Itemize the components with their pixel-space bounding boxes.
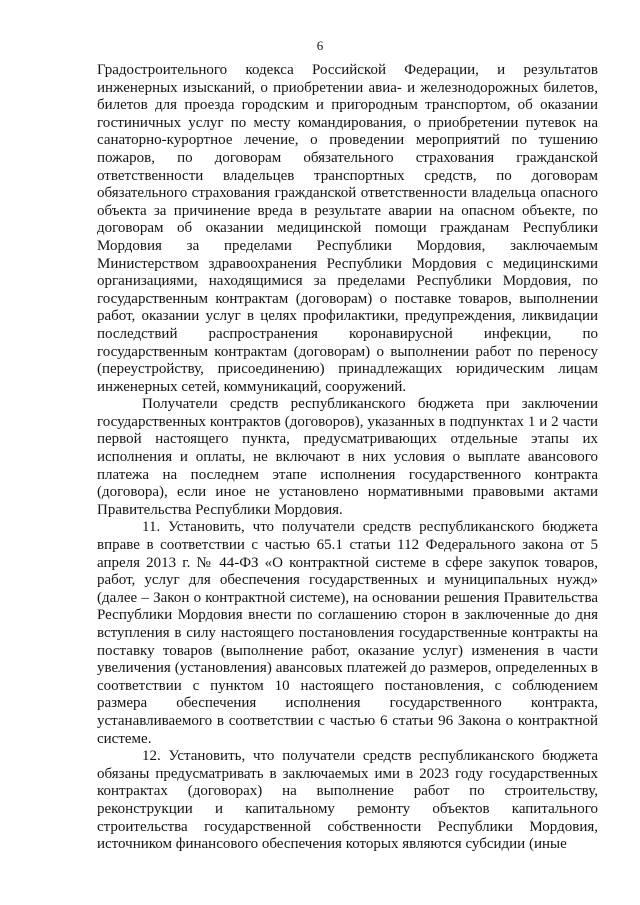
- paragraph-item-12: 12. Установить, что получатели средств республиканского бюджета обязаны предусматривать в заключаемых ими в 2023 году государственных контрактах (договорах) на выполнение работ по строительству, реконструкции и капитальному ремонту объектов капитального строительства государственной собственности Республики Мордовия, источником финансового обеспечения которых являются субсидии (иные: [97, 748, 598, 853]
- paragraph-item-11: 11. Установить, что получатели средств республиканского бюджета вправе в соответствии с частью 65.1 статьи 112 Федерального закона от 5 апреля 2013 г. № 44-ФЗ «О контрактной системе в сфере закупок товаров, работ, услуг для обеспечения государственных и муниципальных нужд» (далее – Закон о контрактной системе), на основании решения Правительства Республики Мордовия внести по соглашению сторон в заключенные до дня вступления в силу настоящего постановления государственные контракты на поставку товаров (выполнение работ, оказание услуг) изменения в части увеличения (установления) авансовых платежей до размеров, определенных в соответствии с пунктом 10 настоящего постановления, с соблюдением размера обеспечения исполнения государственного контракта, устанавливаемого в соответствии с частью 6 статьи 96 Закона о контрактной системе.: [97, 519, 598, 747]
- document-body: [97, 62, 598, 854]
- paragraph-budget-recipients: Получатели средств республиканского бюджета при заключении государственных контрактов (договоров), указанных в подпунктах 1 и 2 части первой настоящего пункта, предусматривающих отдельные этапы их исполнения и оплаты, не включают в них условия о выплате авансового платежа на последнем этапе исполнения государственного контракта (договора), если иное не установлено нормативными правовыми актами Правительства Республики Мордовия.: [97, 396, 598, 518]
- paragraph-continuation: Градостроительного кодекса Российской Федерации, и результатов инженерных изысканий, о приобретении авиа- и железнодорожных билетов, билетов для проезда городским и пригородным транспортом, об оказании гостиничных услуг по месту командирования, о приобретении путевок на санаторно-курортное лечение, о проведении мероприятий по тушению пожаров, по договорам обязательного страхования гражданской ответственности владельцев транспортных средств, по договорам обязательного страхования гражданской ответственности владельца опасного объекта за причинение вреда в результате аварии на опасном объекте, по договорам об оказании медицинской помощи гражданам Республики Мордовия за пределами Республики Мордовия, заключаемым Министерством здравоохранения Республики Мордовия с медицинскими организациями, находящимися за пределами Республики Мордовия, по государственным контрактам (договорам) о поставке товаров, выполнении работ, оказании услуг в целях профилактики, предупреждения, ликвидации последствий распространения коронавирусной инфекции, по государственным контрактам (договорам) о выполнении работ по переносу (переустройству, присоединению) принадлежащих юридическим лицам инженерных сетей, коммуникаций, сооружений.: [97, 62, 598, 395]
- page-number: 6: [316, 38, 324, 53]
